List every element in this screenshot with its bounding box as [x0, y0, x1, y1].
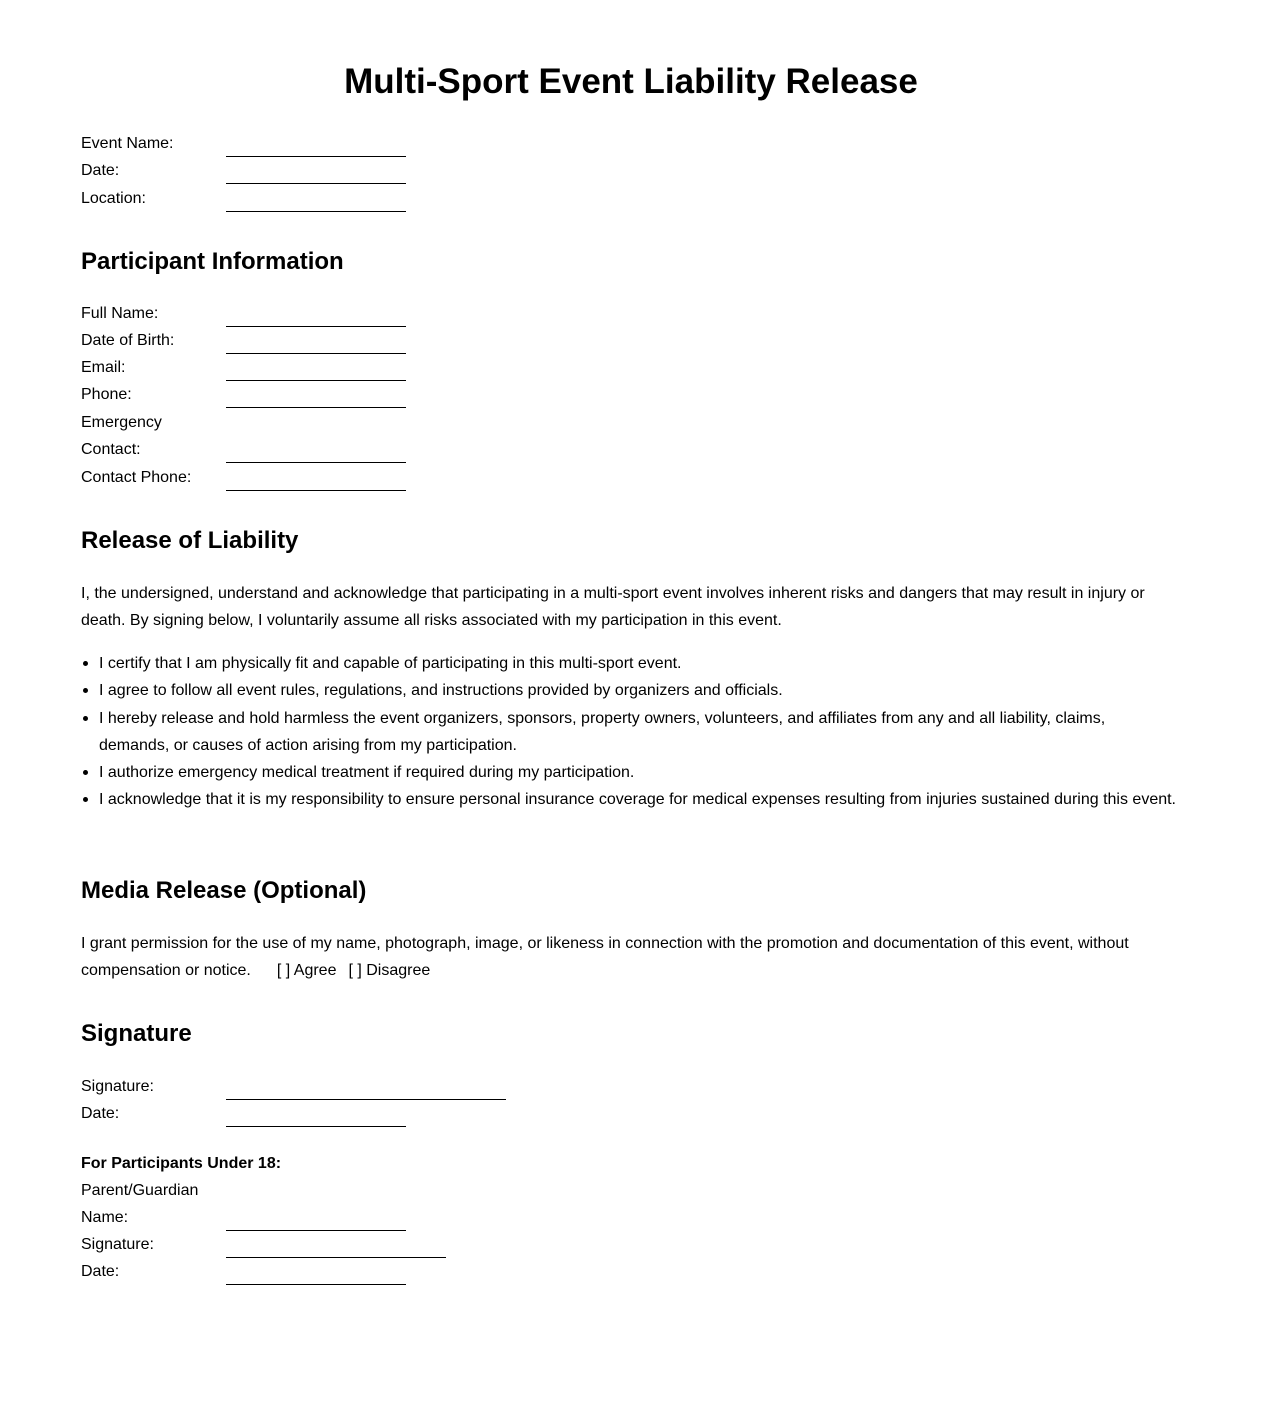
media-release-heading: Media Release (Optional)	[81, 877, 367, 904]
emergency-contact-label-line2: Contact:	[81, 441, 141, 458]
guardian-signature-field	[81, 1231, 681, 1258]
media-release-paragraph	[81, 930, 1171, 984]
media-disagree-checkbox[interactable]: [ ] Disagree	[348, 962, 431, 979]
phone-field	[81, 381, 681, 408]
guardian-name-label-line2: Name:	[81, 1209, 129, 1226]
emergency-contact-input-line[interactable]	[226, 462, 406, 463]
participant-signature-label: Signature:	[81, 1078, 154, 1095]
date-of-birth-field	[81, 327, 681, 354]
signature-date-field	[81, 1100, 681, 1127]
guardian-signature-label: Signature:	[81, 1236, 154, 1253]
event-location-input-line[interactable]	[226, 211, 406, 212]
email-label: Email:	[81, 359, 126, 376]
event-location-label: Location:	[81, 190, 146, 207]
guardian-name-field	[81, 1177, 681, 1231]
release-term-item: I agree to follow all event rules, regulations, and instructions provided by organizers and officials.	[81, 677, 1176, 704]
signature-date-input-line[interactable]	[226, 1126, 406, 1127]
emergency-contact-field	[81, 409, 681, 463]
media-release-text: I grant permission for the use of my name, photograph, image, or likeness in connection with the promotion and documentation of this event, without compensation or notice.	[81, 935, 1129, 979]
contact-phone-field	[81, 464, 681, 491]
date-of-birth-label: Date of Birth:	[81, 332, 175, 349]
event-date-label: Date:	[81, 162, 120, 179]
signature-date-label: Date:	[81, 1105, 120, 1122]
release-intro-paragraph: I, the undersigned, understand and acknowledge that participating in a multi-sport event involves inherent risks and dangers that may result in injury or death. By signing below, I voluntarily assume all risks associated with my participation in this event.	[81, 585, 1145, 629]
event-location-field	[81, 185, 681, 212]
contact-phone-input-line[interactable]	[226, 490, 406, 491]
guardian-date-input-line[interactable]	[226, 1284, 406, 1285]
guardian-date-field	[81, 1258, 681, 1285]
release-term-item: I certify that I am physically fit and capable of participating in this multi-sport event.	[81, 650, 1176, 677]
document-title: Multi-Sport Event Liability Release	[344, 62, 918, 101]
event-date-field	[81, 157, 681, 184]
participant-info-heading: Participant Information	[81, 248, 344, 275]
participant-signature-field	[81, 1073, 681, 1100]
signature-heading: Signature	[81, 1020, 192, 1047]
email-field	[81, 354, 681, 381]
phone-input-line[interactable]	[226, 407, 406, 408]
event-date-input-line[interactable]	[226, 183, 406, 184]
guardian-name-label-line1: Parent/Guardian	[81, 1182, 199, 1199]
full-name-field	[81, 300, 681, 327]
release-term-item: I acknowledge that it is my responsibility to ensure personal insurance coverage for medical expenses resulting from injuries sustained during this event.	[81, 786, 1176, 813]
emergency-contact-label-line1: Emergency	[81, 414, 162, 431]
release-term-item: I hereby release and hold harmless the event organizers, sponsors, property owners, volunteers, and affiliates from any and all liability, claims, demands, or causes of action arising from my participation.	[81, 705, 1176, 760]
contact-phone-label: Contact Phone:	[81, 469, 192, 486]
guardian-date-label: Date:	[81, 1263, 120, 1280]
media-agree-checkbox[interactable]: [ ] Agree	[276, 962, 337, 979]
full-name-label: Full Name:	[81, 305, 159, 322]
minor-participants-heading: For Participants Under 18:	[81, 1155, 282, 1172]
phone-label: Phone:	[81, 386, 132, 403]
release-terms-list	[81, 650, 1176, 814]
release-heading: Release of Liability	[81, 527, 299, 554]
event-name-label: Event Name:	[81, 135, 174, 152]
release-term-item: I authorize emergency medical treatment if required during my participation.	[81, 759, 1176, 786]
event-name-field	[81, 130, 681, 157]
